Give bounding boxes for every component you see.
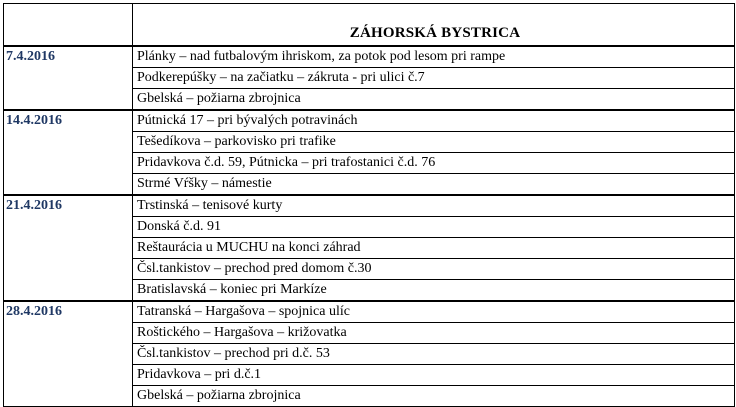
location-cell: Čsl.tankistov – prechod pred domom č.30 [133, 258, 735, 279]
date-cell: 21.4.2016 [4, 195, 133, 301]
table-row [4, 110, 735, 132]
location-cell: Trstinská – tenisové kurty [133, 195, 735, 217]
empty-corner-cell [4, 4, 133, 46]
location-cell: Gbelská – požiarna zbrojnica [133, 385, 735, 406]
location-cell: Tatranská – Hargašova – spojnica ulíc [133, 301, 735, 323]
location-cell: Pridavkova č.d. 59, Pútnicka – pri trafostanici č.d. 76 [133, 152, 735, 173]
location-cell: Čsl.tankistov – prechod pri d.č. 53 [133, 343, 735, 364]
title-row [4, 4, 735, 46]
date-cell: 14.4.2016 [4, 110, 133, 195]
location-cell: Strmé Vŕšky – námestie [133, 173, 735, 195]
location-cell: Podkerepúšky – na začiatku – zákruta - pri ulici č.7 [133, 67, 735, 88]
location-cell: Gbelská – požiarna zbrojnica [133, 88, 735, 110]
location-cell: Donská č.d. 91 [133, 216, 735, 237]
table-row [4, 195, 735, 217]
table-title: ZÁHORSKÁ BYSTRICA [133, 4, 735, 46]
location-cell: Pútnická 17 – pri bývalých potravinách [133, 110, 735, 132]
location-cell: Roštického – Hargašova – križovatka [133, 322, 735, 343]
location-cell: Reštaurácia u MUCHU na konci záhrad [133, 237, 735, 258]
collection-schedule-table [3, 3, 735, 407]
date-cell: 28.4.2016 [4, 301, 133, 407]
location-cell: Bratislavská – koniec pri Markíze [133, 279, 735, 301]
location-cell: Pridavkova – pri d.č.1 [133, 364, 735, 385]
location-cell: Plánky – nad futbalovým ihriskom, za potok pod lesom pri rampe [133, 46, 735, 68]
table-row [4, 301, 735, 323]
table-row [4, 46, 735, 68]
location-cell: Tešedíkova – parkovisko pri trafike [133, 131, 735, 152]
date-cell: 7.4.2016 [4, 46, 133, 110]
